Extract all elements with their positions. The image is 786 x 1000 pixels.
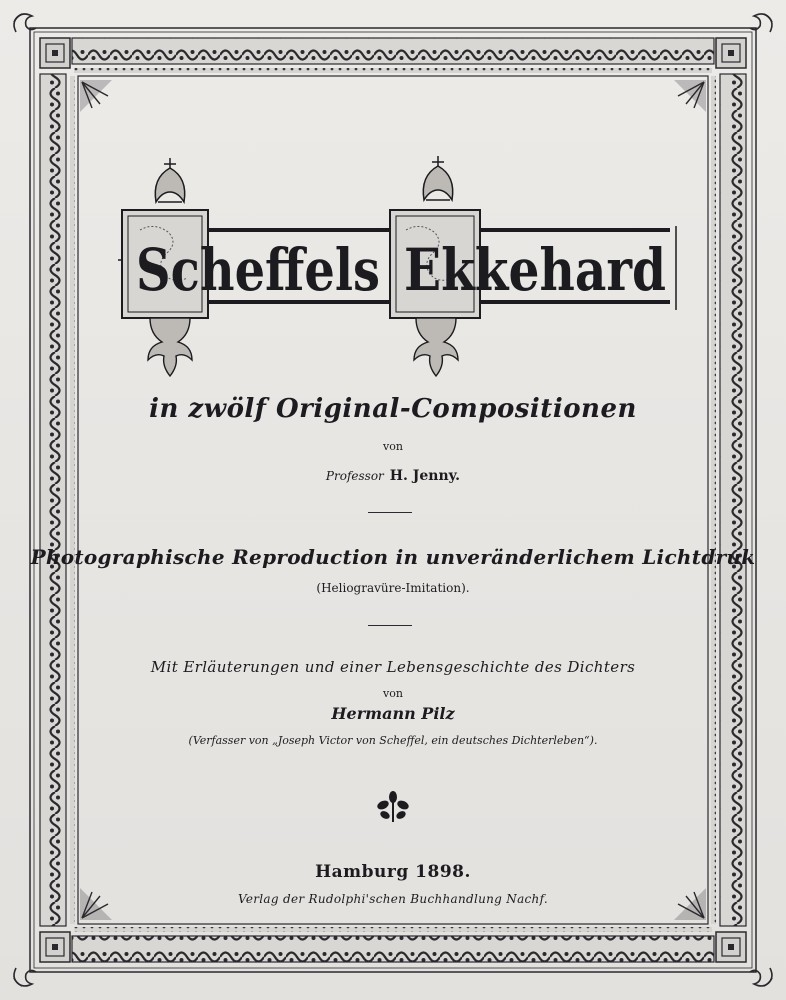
finial-left xyxy=(155,158,184,202)
commentator-name: Hermann Pilz xyxy=(331,704,455,723)
pendant-left xyxy=(148,318,192,376)
divider-1 xyxy=(368,512,412,513)
publisher: Verlag der Rudolphi'schen Buchhandlung Nachf. xyxy=(237,892,549,906)
title-ornament xyxy=(110,150,690,380)
author-line xyxy=(0,468,786,484)
finial-right xyxy=(423,156,452,200)
von-label-1: von xyxy=(383,440,403,453)
heliogravure-line: (Heliogravüre-Imitation). xyxy=(316,581,470,595)
fleuron-icon xyxy=(374,790,412,824)
pendant-right xyxy=(414,318,458,376)
title-part1: Scheffels xyxy=(136,236,380,304)
subtitle: in zwölf Original-Compositionen xyxy=(149,394,637,424)
author-prefix: Professor xyxy=(325,469,384,483)
von-label-2: von xyxy=(383,687,403,700)
divider-2 xyxy=(368,625,412,626)
commentator-note: (Verfasser von „Joseph Victor von Scheffel, ein deutsches Dichterleben“). xyxy=(188,734,598,747)
title-part2: Ekkehard xyxy=(404,236,666,304)
reproduction-line: Photographische Reproduction in unveränderlichem Lichtdruk xyxy=(30,545,756,569)
explanation-line: Mit Erläuterungen und einer Lebensgeschichte des Dichters xyxy=(150,658,636,676)
author-name: H. Jenny. xyxy=(389,468,461,484)
place-year: Hamburg 1898. xyxy=(315,862,471,882)
